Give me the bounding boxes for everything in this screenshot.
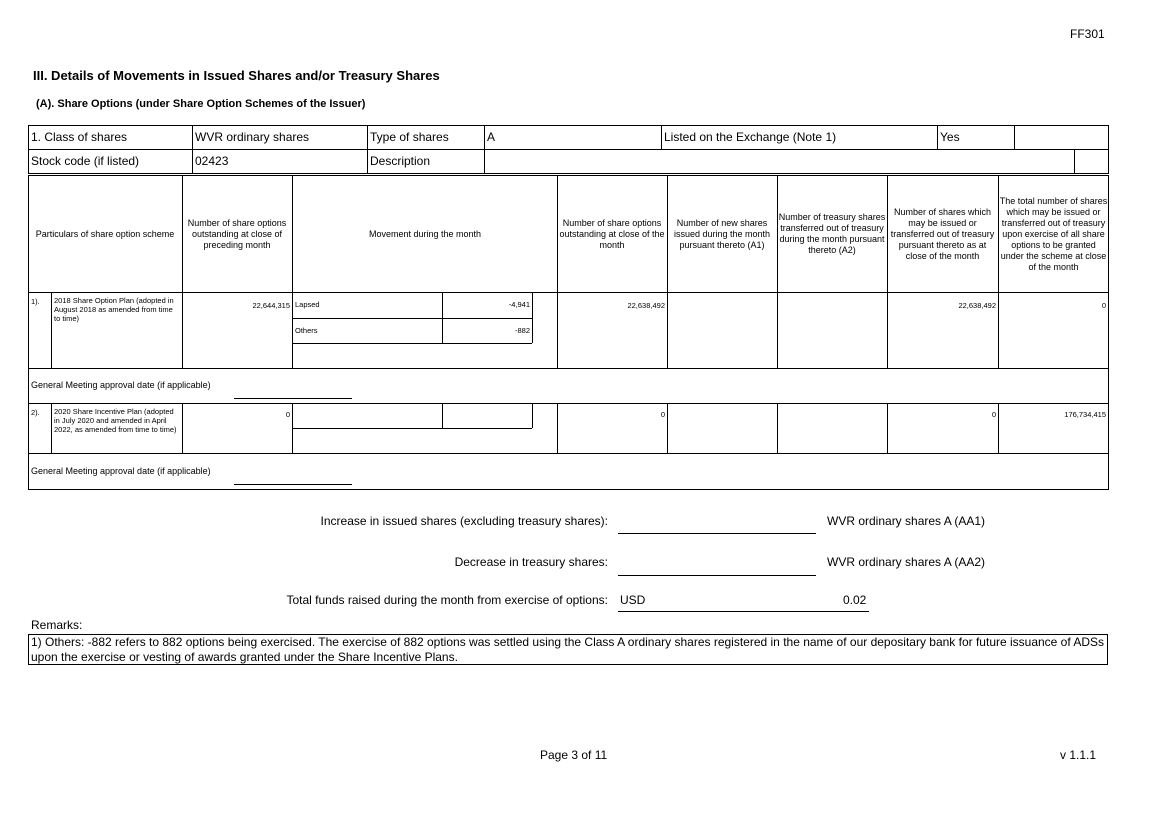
header-may-be-issued: Number of shares which may be issued or transferred out of treasury pursuant thereto as at close of the month — [890, 206, 995, 261]
row-1-movement-1-value: -4,941 — [508, 300, 530, 309]
row-1-gm-date-field[interactable] — [234, 398, 352, 399]
type-of-shares-value: A — [487, 130, 496, 144]
funds-label: Total funds raised during the month from exercise of options: — [286, 593, 608, 607]
listed-label: Listed on the Exchange (Note 1) — [664, 130, 837, 144]
row-1-index: 1). — [31, 297, 40, 306]
header-outstanding-prev: Number of share options outstanding at close of preceding month — [187, 217, 287, 250]
decrease-suffix: WVR ordinary shares A (AA2) — [827, 555, 986, 569]
type-of-shares-label: Type of shares — [370, 130, 449, 144]
remarks-text: 1) Others: -882 refers to 882 options being exercised. The exercise of 882 options was settled using the Class A ordinary shares registered in the name of our depositary bank for future issuance of ADSs upon the exercise or vesting of awards granted under the Share Incentive Plans. — [28, 634, 1108, 665]
row-1-total-number: 0 — [1101, 301, 1106, 310]
page-number: Page 3 of 11 — [540, 748, 608, 762]
row-1-movement-2-label: Others — [295, 326, 318, 335]
row-1-outstanding-prev: 22,644,315 — [252, 301, 290, 310]
stock-code-value: 02423 — [195, 154, 229, 168]
description-label: Description — [370, 154, 431, 168]
decrease-label: Decrease in treasury shares: — [454, 555, 608, 569]
funds-value: 0.02 — [843, 593, 867, 607]
row-2-outstanding-prev: 0 — [285, 410, 290, 419]
remarks-label: Remarks: — [31, 618, 83, 632]
increase-field[interactable] — [618, 533, 816, 534]
section-title: III. Details of Movements in Issued Shares and/or Treasury Shares — [33, 68, 440, 83]
class-of-shares-value: WVR ordinary shares — [195, 130, 310, 144]
subsection-title: (A). Share Options (under Share Option Schemes of the Issuer) — [36, 98, 366, 110]
listed-value: Yes — [940, 130, 960, 144]
row-1-may-be-issued: 22,638,492 — [958, 301, 996, 310]
header-treasury-transferred: Number of treasury shares transferred out of treasury during the month pursuant thereto (A2) — [778, 212, 886, 255]
increase-suffix: WVR ordinary shares A (AA1) — [827, 514, 986, 528]
row-2-index: 2). — [31, 408, 40, 417]
increase-label: Increase in issued shares (excluding treasury shares): — [320, 514, 608, 528]
version: v 1.1.1 — [1060, 748, 1097, 762]
decrease-field[interactable] — [618, 575, 816, 576]
row-1-movement-1-label: Lapsed — [295, 300, 320, 309]
row-2-gm-label: General Meeting approval date (if applicable) — [31, 466, 211, 476]
row-1-outstanding-close: 22,638,492 — [627, 301, 665, 310]
row-1-scheme: 2018 Share Option Plan (adopted in August 2018 as amended from time to time) — [54, 296, 174, 323]
row-2-may-be-issued: 0 — [991, 410, 996, 419]
header-outstanding-close: Number of share options outstanding at close of the month — [559, 217, 665, 250]
header-particulars: Particulars of share option scheme — [35, 228, 175, 239]
info-row-2 — [28, 149, 1109, 174]
form-code: FF301 — [1070, 27, 1105, 41]
stock-code-label: Stock code (if listed) — [31, 154, 140, 168]
header-total-number: The total number of shares which may be issued or transferred out of treasury upon exercise of all share options to be granted under the scheme at close of the month — [999, 195, 1108, 272]
funds-currency: USD — [620, 593, 646, 607]
row-2-total-number: 176,734,415 — [1064, 410, 1106, 419]
row-1-gm-label: General Meeting approval date (if applicable) — [31, 380, 211, 390]
header-new-shares: Number of new shares issued during the month pursuant thereto (A1) — [673, 217, 771, 250]
class-of-shares-label: 1. Class of shares — [31, 130, 128, 144]
row-2-outstanding-close: 0 — [660, 410, 665, 419]
row-2-gm-date-field[interactable] — [234, 484, 352, 485]
funds-field[interactable] — [618, 611, 869, 612]
row-1-movement-2-value: -882 — [514, 326, 530, 335]
row-2-scheme: 2020 Share Incentive Plan (adopted in July 2020 and amended in April 2022, as amended from time to time) — [54, 407, 177, 434]
header-movement: Movement during the month — [368, 228, 482, 239]
